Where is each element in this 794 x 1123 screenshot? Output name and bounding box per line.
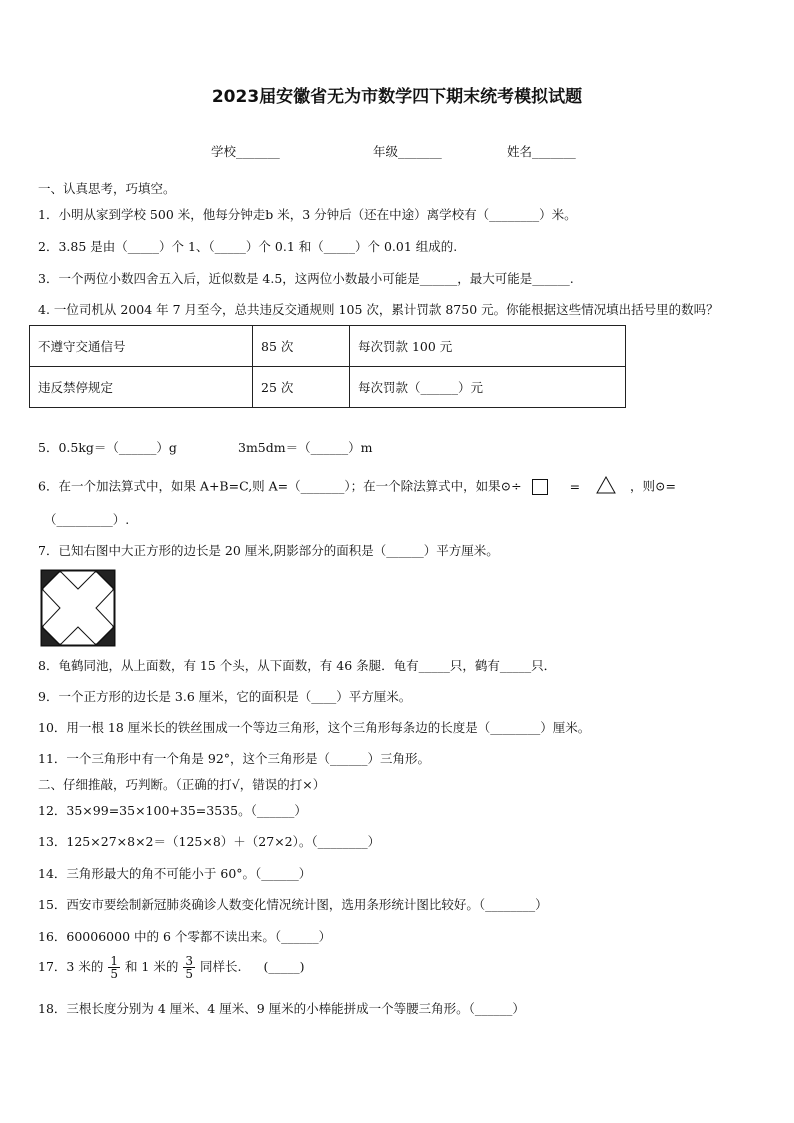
question-2: 2．3.85 是由（_____）个 1、（_____）个 0.1 和（_____）个 0.01 组成的. <box>38 239 458 254</box>
question-5b: 3m5dm＝（______）m <box>238 440 373 455</box>
fraction-one-fifth <box>108 955 120 980</box>
question-6-answer: （_________）. <box>44 512 130 527</box>
table-row <box>30 367 626 408</box>
question-17-middle: 和 1 米的 <box>124 959 179 974</box>
question-11: 11．一个三角形中有一个角是 92°，这个三角形是（______）三角形。 <box>38 751 431 766</box>
grade-field[interactable]: 年级_______ <box>373 144 442 159</box>
question-17-prefix: 17．3 米的 <box>38 959 104 974</box>
fraction-denominator: 5 <box>185 967 193 981</box>
section-2-heading: 二、仔细推敲，巧判断。（正确的打√，错误的打×） <box>38 777 326 792</box>
question-13: 13．125×27×8×2＝（125×8）＋（27×2）。（________） <box>38 834 381 849</box>
section-1-heading: 一、认真思考，巧填空。 <box>38 181 176 196</box>
question-17-blank: (_____) <box>263 959 305 974</box>
table-row <box>30 326 626 367</box>
table-cell: 85 次 <box>253 326 350 367</box>
question-16: 16．60006000 中的 6 个零都不读出来。（______） <box>38 929 332 944</box>
question-1: 1．小明从家到学校 500 米，他每分钟走b 米，3 分钟后（还在中途）离学校有（________）米。 <box>38 207 577 222</box>
question-6-part-b: ，则⊙= <box>630 478 676 494</box>
question-9: 9．一个正方形的边长是 3.6 厘米，它的面积是（____）平方厘米。 <box>38 689 412 704</box>
fraction-denominator: 5 <box>110 967 118 981</box>
triangle-icon <box>596 476 616 498</box>
page-title: 2023届安徽省无为市数学四下期末统考模拟试题 <box>211 87 583 107</box>
question-15: 15．西安市要绘制新冠肺炎确诊人数变化情况统计图，选用条形统计图比较好。（________） <box>38 897 548 912</box>
question-18: 18．三根长度分别为 4 厘米、4 厘米、9 厘米的小棒能拼成一个等腰三角形。（______） <box>38 1001 525 1016</box>
question-10: 10．用一根 18 厘米长的铁丝围成一个等边三角形，这个三角形每条边的长度是（________）厘米。 <box>38 720 591 735</box>
question-12: 12．35×99=35×100+35=3535。（______） <box>38 803 307 818</box>
fraction-numerator: 3 <box>185 954 193 968</box>
question-17 <box>38 955 304 980</box>
fraction-three-fifths <box>183 955 195 980</box>
table-cell: 每次罚款（______）元 <box>350 367 626 408</box>
question-6-part-a: 6．在一个加法算式中，如果 A+B=C,则 A=（_______）；在一个除法算式中，如果⊙÷ <box>38 478 522 494</box>
table-cell: 违反禁停规定 <box>30 367 253 408</box>
school-field[interactable]: 学校_______ <box>211 144 280 159</box>
table-cell: 25 次 <box>253 367 350 408</box>
fine-table <box>29 325 626 408</box>
question-14: 14．三角形最大的角不可能小于 60°。（______） <box>38 866 312 881</box>
equals-sign: = <box>569 478 581 494</box>
question-4: 4. 一位司机从 2004 年 7 月至今，总共违反交通规则 105 次，累计罚款 8750 元。你能根据这些情况填出括号里的数吗？ <box>38 302 719 317</box>
question-6 <box>38 476 676 498</box>
question-17-suffix: 同样长. <box>199 959 242 974</box>
question-7: 7．已知右图中大正方形的边长是 20 厘米,阴影部分的面积是（______）平方厘米。 <box>38 543 499 558</box>
fraction-numerator: 1 <box>110 954 118 968</box>
table-cell: 每次罚款 100 元 <box>350 326 626 367</box>
question-5a: 5．0.5kg＝（______）g <box>38 440 177 455</box>
question-8: 8．龟鹤同池，从上面数，有 15 个头，从下面数，有 46 条腿．龟有_____只，鹤有_____只． <box>38 658 557 673</box>
table-cell: 不遵守交通信号 <box>30 326 253 367</box>
name-field[interactable]: 姓名_______ <box>507 144 576 159</box>
square-figure <box>40 569 116 650</box>
square-icon <box>532 479 548 495</box>
question-3: 3．一个两位小数四舍五入后，近似数是 4.5，这两位小数最小可能是______，最大可能是______. <box>38 271 574 286</box>
